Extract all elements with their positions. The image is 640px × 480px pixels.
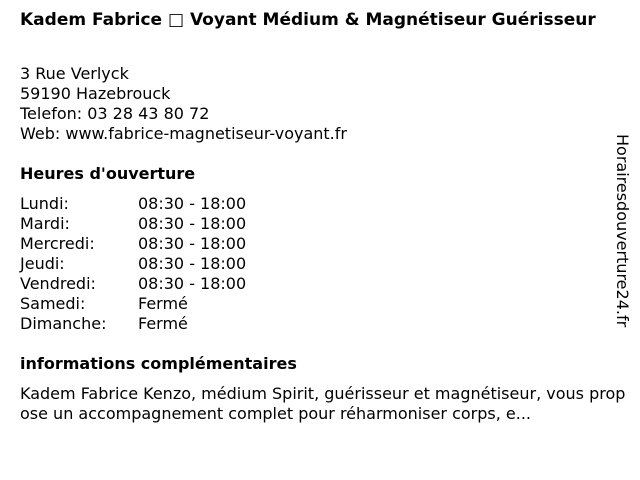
- day-label: Vendredi:: [20, 274, 96, 293]
- opening-hours-heading: Heures d'ouverture: [20, 164, 196, 183]
- hours-row-friday: [20, 274, 246, 294]
- postal-city: 59190 Hazebrouck: [20, 84, 171, 103]
- day-hours: Fermé: [138, 294, 188, 313]
- opening-hours-table: [20, 194, 246, 334]
- site-watermark: Horairesdouverture24.fr: [613, 134, 632, 328]
- hours-row-saturday: [20, 294, 246, 314]
- additional-info-text: Kadem Fabrice Kenzo, médium Spirit, guérisseur et magnétiseur, vous propose un accompagnement complet pour réharmoniser corps, e...: [20, 384, 626, 423]
- day-hours: 08:30 - 18:00: [138, 254, 247, 273]
- page-title: Kadem Fabrice □ Voyant Médium & Magnétiseur Guérisseur: [20, 10, 596, 30]
- hours-row-wednesday: [20, 234, 246, 254]
- street-address: 3 Rue Verlyck: [20, 64, 129, 83]
- day-hours: 08:30 - 18:00: [138, 274, 247, 293]
- additional-info-heading: informations complémentaires: [20, 354, 297, 373]
- day-label: Lundi:: [20, 194, 69, 213]
- hours-row-monday: [20, 194, 246, 214]
- day-label: Samedi:: [20, 294, 86, 313]
- day-label: Mardi:: [20, 214, 70, 233]
- hours-row-thursday: [20, 254, 246, 274]
- hours-row-sunday: [20, 314, 246, 334]
- day-label: Dimanche:: [20, 314, 107, 333]
- day-label: Jeudi:: [20, 254, 65, 273]
- day-label: Mercredi:: [20, 234, 95, 253]
- day-hours: 08:30 - 18:00: [138, 194, 247, 213]
- day-hours: Fermé: [138, 314, 188, 333]
- address-block: [20, 64, 347, 144]
- phone-number: Telefon: 03 28 43 80 72: [20, 104, 210, 123]
- website: Web: www.fabrice-magnetiseur-voyant.fr: [20, 124, 347, 143]
- day-hours: 08:30 - 18:00: [138, 234, 247, 253]
- hours-row-tuesday: [20, 214, 246, 234]
- day-hours: 08:30 - 18:00: [138, 214, 247, 233]
